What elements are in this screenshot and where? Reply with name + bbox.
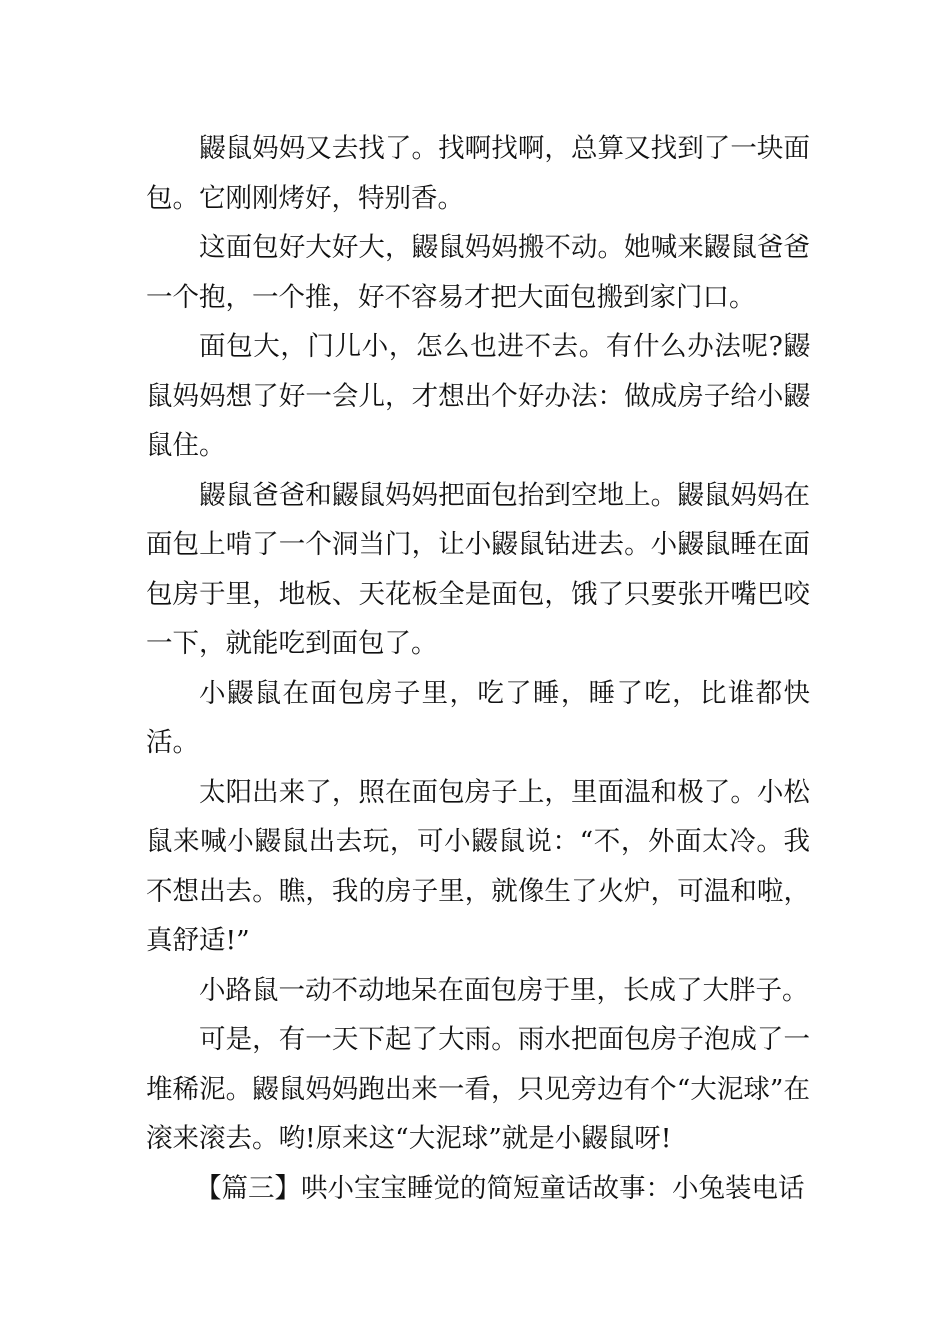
document-body (146, 124, 810, 1213)
section-heading: 【篇三】哄小宝宝睡觉的简短童话故事：小兔装电话 (195, 1172, 805, 1204)
paragraph-1: 鼹鼠妈妈又去找了。找啊找啊，总算又找到了一块面包。它刚刚烤好，特别香。 (146, 133, 810, 214)
paragraph-6: 太阳出来了，照在面包房子上，里面温和极了。小松鼠来喊小鼹鼠出去玩，可小鼹鼠说：“不，外面太冷。我不想出去。瞧，我的房子里，就像生了火炉，可温和啦，真舒适!” (146, 776, 810, 956)
paragraph-5: 小鼹鼠在面包房子里，吃了睡，睡了吃，比谁都快活。 (146, 677, 810, 758)
paragraph-4: 鼹鼠爸爸和鼹鼠妈妈把面包抬到空地上。鼹鼠妈妈在面包上啃了一个洞当门，让小鼹鼠钻进去。小鼹鼠睡在面包房于里，地板、天花板全是面包，饿了只要张开嘴巴咬一下，就能吃到面包了。 (146, 479, 810, 659)
paragraph-2: 这面包好大好大，鼹鼠妈妈搬不动。她喊来鼹鼠爸爸一个抱，一个推，好不容易才把大面包搬到家门口。 (146, 232, 810, 313)
paragraph-3: 面包大，门儿小，怎么也进不去。有什么办法呢?鼹鼠妈妈想了好一会儿，才想出个好办法：做成房子给小鼹鼠住。 (146, 331, 810, 461)
paragraph-8: 可是，有一天下起了大雨。雨水把面包房子泡成了一堆稀泥。鼹鼠妈妈跑出来一看，只见旁边有个“大泥球”在滚来滚去。哟!原来这“大泥球”就是小鼹鼠呀! (146, 1024, 810, 1154)
paragraph-7: 小路鼠一动不动地呆在面包房于里，长成了大胖子。 (199, 974, 809, 1006)
